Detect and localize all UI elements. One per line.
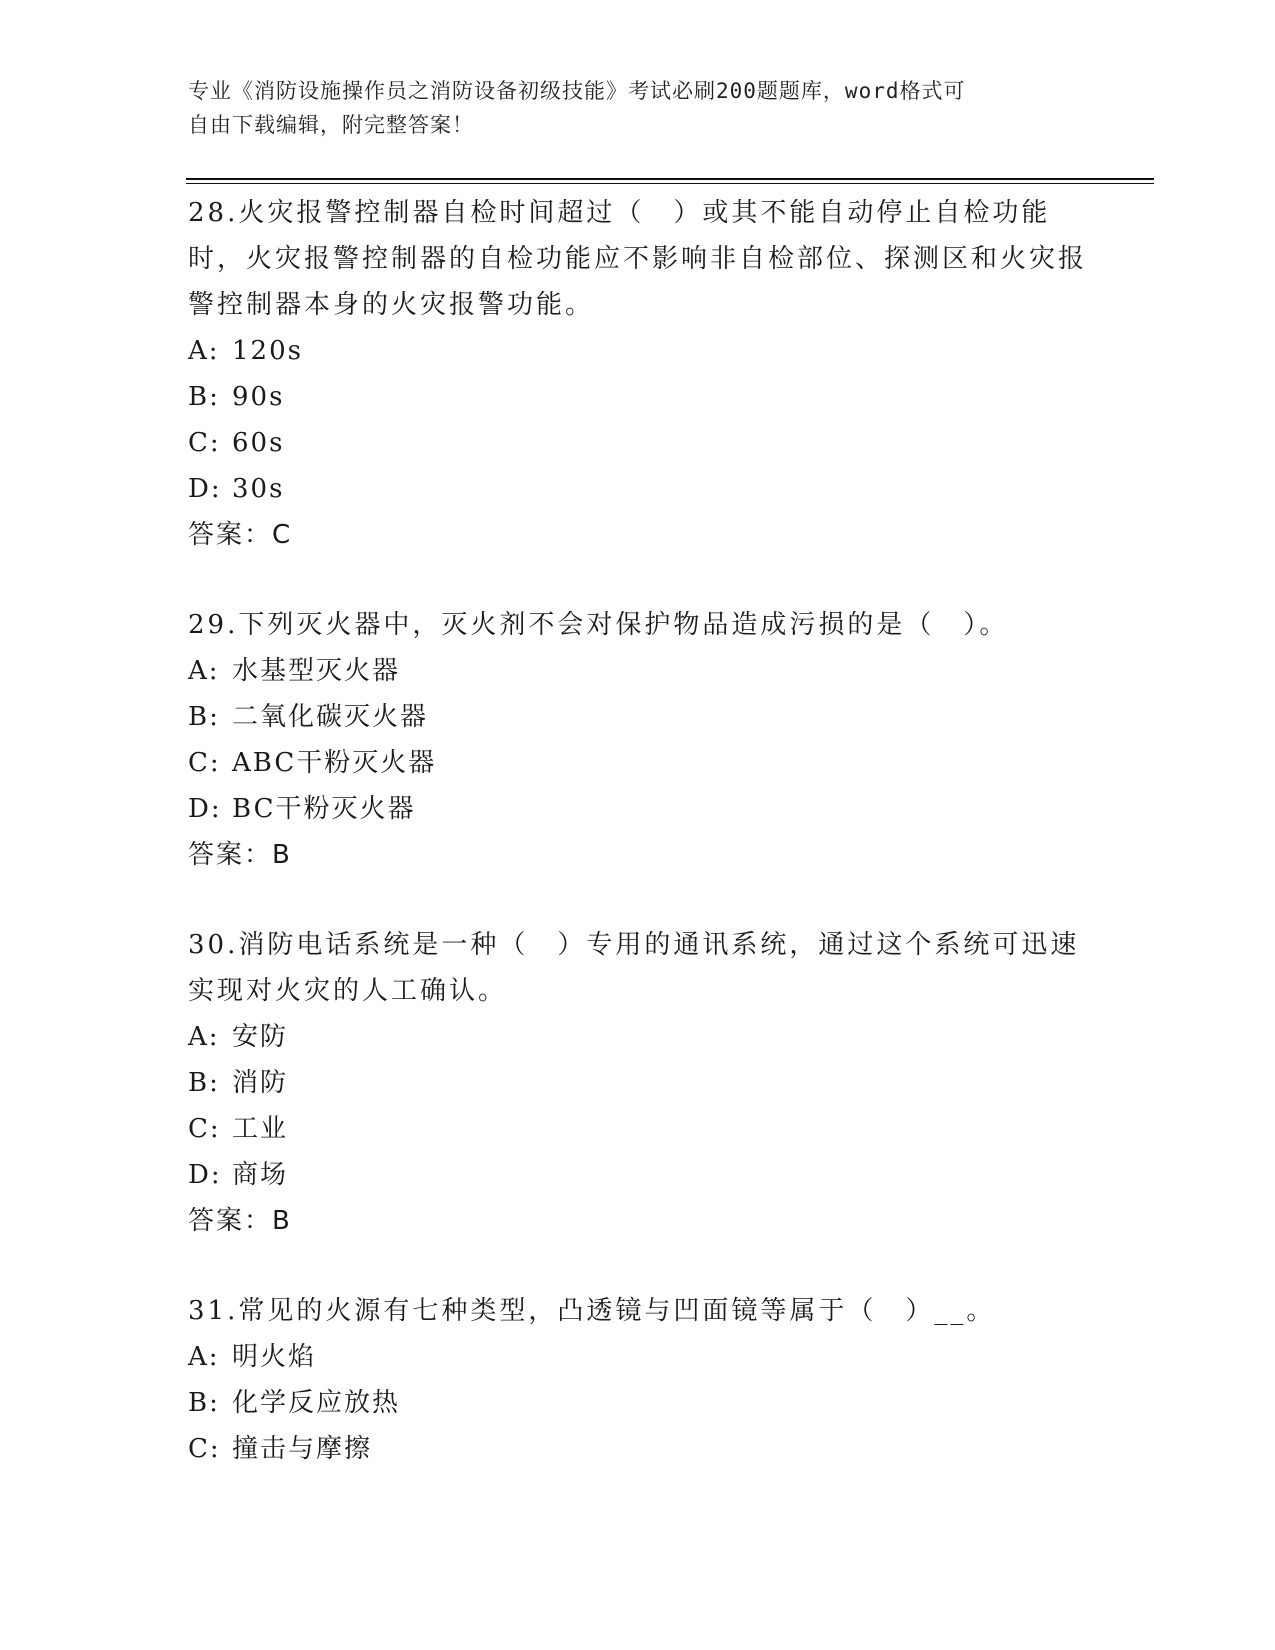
option-c xyxy=(188,740,1088,786)
question-29 xyxy=(188,602,1088,878)
document-header xyxy=(188,74,1068,142)
option-a xyxy=(188,648,1088,694)
option-b xyxy=(188,1060,1088,1106)
option-text: 120s xyxy=(232,336,303,366)
header-line-2: 自由下载编辑，附完整答案！ xyxy=(188,113,474,137)
option-text: 化学反应放热 xyxy=(232,1388,401,1418)
option-letter: A: xyxy=(188,1022,220,1052)
option-text: 二氧化碳灭火器 xyxy=(232,702,429,732)
option-text: 撞击与摩擦 xyxy=(232,1434,373,1464)
option-letter: C: xyxy=(188,748,221,778)
option-c xyxy=(188,420,1088,466)
option-text: ABC干粉灭火器 xyxy=(232,748,437,778)
option-b xyxy=(188,1380,1088,1426)
option-text: 30s xyxy=(232,474,285,504)
option-text: 60s xyxy=(232,428,285,458)
option-d xyxy=(188,1152,1088,1198)
option-c xyxy=(188,1106,1088,1152)
option-text: 90s xyxy=(232,382,285,412)
option-letter: B: xyxy=(188,1068,220,1098)
option-b xyxy=(188,694,1088,740)
header-divider-thin xyxy=(186,183,1154,184)
option-letter: C: xyxy=(188,1114,221,1144)
option-text: 水基型灭火器 xyxy=(232,656,401,686)
option-a xyxy=(188,328,1088,374)
option-text: BC干粉灭火器 xyxy=(232,794,416,824)
option-d xyxy=(188,466,1088,512)
option-letter: B: xyxy=(188,702,220,732)
option-text: 工业 xyxy=(232,1114,289,1144)
question-28 xyxy=(188,190,1088,558)
question-stem: 29.下列灭火器中，灭火剂不会对保护物品造成污损的是（ ）。 xyxy=(188,610,1009,640)
question-30 xyxy=(188,922,1088,1244)
option-letter: D: xyxy=(188,474,222,504)
option-text: 商场 xyxy=(232,1160,289,1190)
option-letter: D: xyxy=(188,794,222,824)
option-a xyxy=(188,1334,1088,1380)
option-letter: B: xyxy=(188,382,220,412)
option-letter: A: xyxy=(188,1342,220,1372)
option-text: 明火焰 xyxy=(232,1342,317,1372)
answer-line: 答案：C xyxy=(188,520,293,550)
option-letter: C: xyxy=(188,1434,221,1464)
option-text: 消防 xyxy=(232,1068,289,1098)
question-stem: 31.常见的火源有七种类型，凸透镜与凹面镜等属于（ ）__。 xyxy=(188,1296,996,1326)
question-list xyxy=(188,190,1088,1516)
option-c xyxy=(188,1426,1088,1472)
header-line-1: 专业《消防设施操作员之消防设备初级技能》考试必刷200题题库，word格式可 xyxy=(188,79,966,103)
answer-line: 答案：B xyxy=(188,840,292,870)
option-letter: B: xyxy=(188,1388,220,1418)
question-31 xyxy=(188,1288,1088,1472)
option-b xyxy=(188,374,1088,420)
option-text: 安防 xyxy=(232,1022,289,1052)
header-divider xyxy=(186,178,1154,180)
question-stem: 28.火灾报警控制器自检时间超过（ ）或其不能自动停止自检功能时，火灾报警控制器的自检功能应不影响非自检部位、探测区和火灾报警控制器本身的火灾报警功能。 xyxy=(188,198,1088,320)
option-d xyxy=(188,786,1088,832)
option-letter: A: xyxy=(188,656,220,686)
option-letter: A: xyxy=(188,336,220,366)
option-letter: D: xyxy=(188,1160,222,1190)
option-letter: C: xyxy=(188,428,221,458)
question-stem: 30.消防电话系统是一种（ ）专用的通讯系统，通过这个系统可迅速实现对火灾的人工确认。 xyxy=(188,930,1080,1006)
option-a xyxy=(188,1014,1088,1060)
answer-line: 答案：B xyxy=(188,1206,292,1236)
